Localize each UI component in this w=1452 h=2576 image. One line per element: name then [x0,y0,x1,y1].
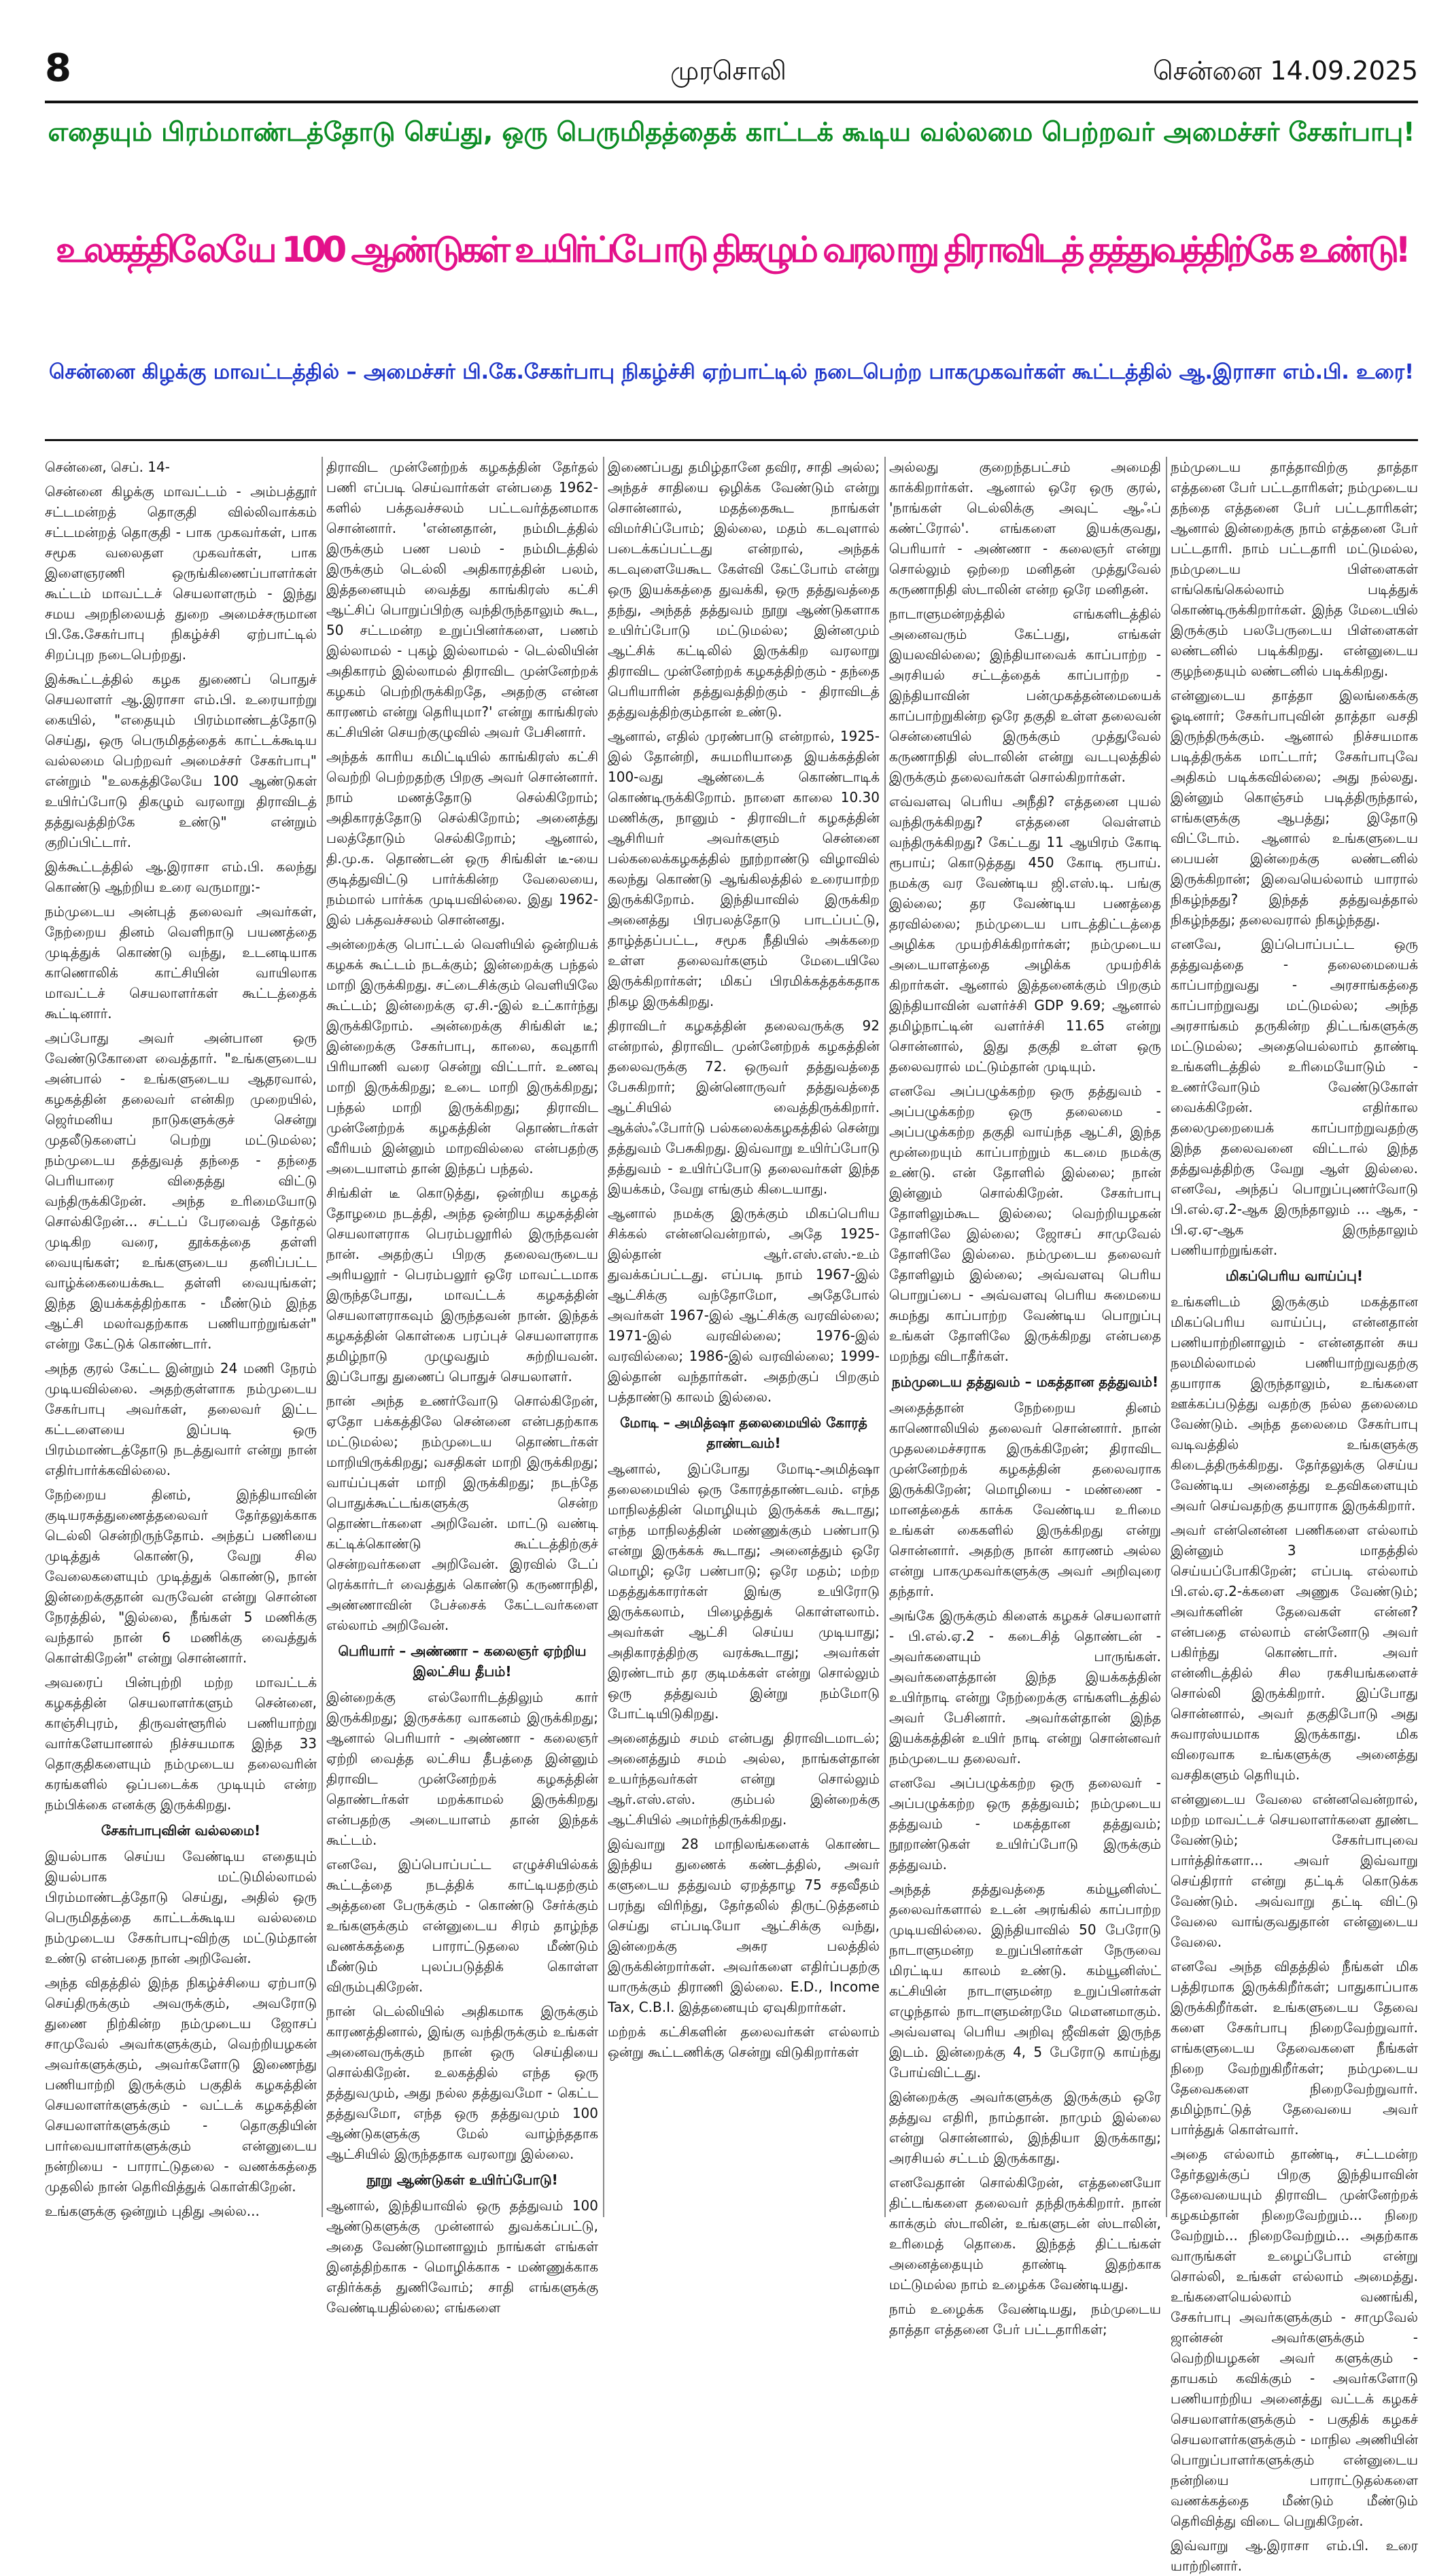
column-4 [889,457,1161,2337]
article-paragraph: எனவேதான் சொல்கிறேன், எத்தனையோ திட்டங்களை தலைவர் தந்திருக்கிறார். நான் காக்கும் ஸ்டாலின், உங்களுடன் ஸ்டாலின், உரிமைத் தொகை. இந்தத் திட்டங்கள் அனைத்தையும் தாண்டி இதற்காக மட்டுமல்ல நாம் உழைக்க வேண்டியது. [889,2174,1161,2293]
column-3 [608,457,880,2217]
subheading: நூறு ஆண்டுகள் உயிர்ப்போடு! [366,2172,558,2188]
article-paragraph: அனைத்தும் சமம் என்பது திராவிடமாடல்; அனைத்தும் சமம் அல்ல, நாங்கள்தான் உயர்ந்தவர்கள் என்று சொல்லும் ஆர்.எஸ்.எஸ். கும்பல் இன்றைக்கு ஆட்சியில் அமர்ந்திருக்கிறது. [608,1730,880,1828]
article-paragraph: இன்றைக்கு எல்லோரிடத்திலும் கார் இருக்கிறது; இருசக்கர வாகனம் இருக்கிறது; ஆனால் பெரியார் - அண்ணா - கலைஞர் ஏற்றி வைத்த லட்சிய தீபத்தை இன்னும் திராவிட முன்னேற்றக் கழகத்தின் தொண்டர்கள் மறக்காமல் இருக்கிறது என்பதற்கு அடையாளம் தான் இந்தக் கூட்டம். [326,1689,598,1848]
subheading: மோடி – அமித்ஷா தலைமையில் கோரத் தாண்டவம்! [620,1414,867,1451]
article-paragraph: அந்தத் தத்துவத்தை கம்யூனிஸ்ட் தலைவர்களால் உடன் அரங்கில் காப்பாற்ற முடியவில்லை. இந்தியாவில் 50 பேரோடு நாடாளுமன்ற உறுப்பினர்கள் நேருவை மிரட்டிய காலம் உண்டு. கம்யூனிஸ்ட் கட்சியின் நாடாளுமன்ற உறுப்பினர்கள் எழுந்தால் நாடாளுமன்றமே மௌனமாகும். அவ்வளவு பெரிய அறிவு ஜீவிகள் இருந்த இடம். இன்றைக்கு 4, 5 பேரோடு காய்ந்து போய்விட்டது. [889,1881,1161,2081]
article-paragraph: இன்றைக்கு அவர்களுக்கு இருக்கும் ஒரே தத்துவ எதிரி, நாம்தான். நாமும் இல்லை என்று சொன்னால், இந்தியா இருக்காது; அரசியல் சட்டம் இருக்காது. [889,2089,1161,2166]
article-paragraph: அந்த விதத்தில் இந்த நிகழ்ச்சியை ஏற்பாடு செய்திருக்கும் அவருக்கும், அவரோடு துணை நிற்கின்ற நம்முடைய ஜோசப் சாமுவேல் அவர்களுக்கும், வெற்றியழகன் அவர்களுக்கும், அவர்களோடு இணைந்து பணியாற்றி இருக்கும் பகுதிக் கழகத்தின் செயலாளர்களுக்கும் - வட்டக் கழகத்தின் செயலாளர்களுக்கும் - தொகுதியின் பார்வையாளர்களுக்கும் என்னுடைய நன்றியை - பாராட்டுதலை - வணக்கத்தை முதலில் நான் தெரிவித்துக் கொள்கிறேன். [45,1974,317,2195]
article-paragraph: திராவிட முன்னேற்றக் கழகத்தின் தேர்தல் பணி எப்படி செய்வார்கள் என்பதை 1962-களில் பக்தவச்சலம் பட்டவர்த்தனமாக சொன்னார். 'என்னதான், நம்மிடத்தில் இருக்கும் பண பலம் - நம்மிடத்தில் இருக்கும் டெல்லி அதிகாரத்தின் பலம், இத்தனையும் வைத்து காங்கிரஸ் கட்சி ஆட்சிப் பொறுப்பிற்கு வந்திருந்தாலும் கூட, 50 சட்டமன்ற உறுப்பினர்களை, பணம் இல்லாமல் - புகழ் இல்லாமல் - டெல்லியின் அதிகாரம் இல்லாமல் திராவிட முன்னேற்றக் கழகம் பெற்றிருக்கிறதே, அதற்கு என்ன காரணம் என்று தெரியுமா?' என்று காங்கிரஸ் கட்சியின் செயற்குழுவில் அவர் பேசினார். [326,459,598,740]
article-paragraph: இயல்பாக செய்ய வேண்டிய எதையும் இயல்பாக மட்டுமில்லாமல் பிரம்மாண்டத்தோடு செய்து, அதில் ஒரு பெருமிதத்தை காட்டக்கூடிய வல்லமை நம்முடைய சேகர்பாபு-விற்கு மட்டும்தான் உண்டு என்பதை நான் அறிவேன். [45,1848,317,1966]
article-paragraph: ஆனால் நமக்கு இருக்கும் மிகப்பெரிய சிக்கல் என்னவென்றால், அதே 1925-இல்தான் ஆர்.எஸ்.எஸ்.-உம் துவக்கப்பட்டது. எப்படி நாம் 1967-இல் ஆட்சிக்கு வந்தோமோ, அதேபோல் அவர்கள் 1967-இல் ஆட்சிக்கு வரவில்லை; 1971-இல் வரவில்லை; 1976-இல் வரவில்லை; 1986-இல் வரவில்லை; 1999-இல்தான் வந்தார்கள். அதற்குப் பிறகும் பத்தாண்டு காலம் இல்லை. [608,1205,880,1405]
article-paragraph: எனவே அந்த விதத்தில் நீங்கள் மிக பத்திரமாக இருக்கிறீர்கள்; பாதுகாப்பாக இருக்கிறீர்கள். உங்களுடைய தேவை களை சேகர்பாபு நிறைவேற்றுவார். எங்களுடைய தேவைகளை நீங்கள் நிறை வேற்றுகிறீர்கள்; நம்முடைய தேவைகளை நிறைவேற்றுவார். தமிழ்நாட்டுத் தேவையை அவர் பார்த்துக் கொள்வார். [1171,1958,1418,2138]
article-paragraph: இணைப்பது தமிழ்தானே தவிர, சாதி அல்ல; அந்தச் சாதியை ஒழிக்க வேண்டும் என்று சொன்னால், மதத்தைகூட நாங்கள் விமர்சிப்போம்; இல்லை, மதம் கடவுளால் படைக்கப்பட்டது என்றால், அந்தக் கடவுளையேகூட கேள்வி கேட்போம் என்று ஒரு இயக்கத்தை துவக்கி, ஒரு தத்துவத்தை தந்து, அந்தத் தத்துவம் நூறு ஆண்டுகளாக உயிர்ப்போடு மட்டுமல்ல; இன்னமும் ஆட்சிக் கட்டிலில் இருக்கிற வரலாறு திராவிட முன்னேற்றக் கழகத்திற்கும் - தந்தை பெரியாரின் தத்துவத்திற்கும் - திராவிடத் தத்துவத்திற்கும்தான் உண்டு. [608,459,880,720]
article-paragraph: நம்முடைய அன்புத் தலைவர் அவர்கள், நேற்றைய தினம் வெளிநாடு பயணத்தை முடித்துக் கொண்டு வந்து, உடனடியாக காணொலிக் காட்சியின் வாயிலாக மாவட்டச் செயலாளர்கள் கூட்டத்தைக் கூட்டினார். [45,903,317,1022]
article-paragraph: அந்தக் காரிய கமிட்டியில் காங்கிரஸ் கட்சி வெற்றி பெற்றதற்கு பிறகு அவர் சொன்னார். நாம் மணத்தோடு செல்கிறோம்; அதிகாரத்தோடு செல்கிறோம்; அனைத்து பலத்தோடும் செல்கிறோம்; ஆனால், தி.மு.க. தொண்டன் ஒரு சிங்கிள் டீ-யை குடித்துவிட்டு பார்க்கின்ற வேலையை, நம்மால் பார்க்க முடியவில்லை. இது 1962-இல் பக்தவச்சலம் சொன்னது. [326,748,598,928]
column-divider [322,457,323,2217]
article-paragraph: எவ்வளவு பெரிய அநீதி? எத்தனை புயல் வந்திருக்கிறது? எத்தனை வெள்ளம் வந்திருக்கிறது? கேட்டது 11 ஆயிரம் கோடி ரூபாய்; கொடுத்தது 450 கோடி ரூபாய். நமக்கு வர வேண்டிய ஜி.எஸ்.டி. பங்கு இல்லை; தர வேண்டிய பணத்தை தரவில்லை; நம்முடைய பாடத்திட்டத்தை அழிக்க முயற்சிக்கிறார்கள்; நம்முடைய அடையாளத்தை அழிக்க முயற்சிக் கிறார்கள். ஆனால் இத்தனைக்கும் பிறகும் இந்தியாவின் வளர்ச்சி GDP 9.69; ஆனால் தமிழ்நாட்டின் வளர்ச்சி 11.65 என்று சொன்னால், இது தகுதி உள்ள ஒரு தலைவரால் மட்டும்தான் முடியும். [889,793,1161,1075]
article-paragraph: அவரைப் பின்புற்றி மற்ற மாவட்டக் கழகத்தின் செயலாளர்களும் சென்னை, காஞ்சிபுரம், திருவள்ளூரில் பணியாற்று வார்களேயானால் நிச்சயமாக இந்த 33 தொகுதிகளையும் நம்முடைய தலைவரின் கரங்களில் ஒப்படைக்க முடியும் என்ற நம்பிக்கை எனக்கு இருக்கிறது. [45,1674,317,1813]
article-paragraph: நேற்றைய தினம், இந்தியாவின் குடியரசுத்துணைத்தலைவர் தேர்தலுக்காக டெல்லி சென்றிருந்தோம். அந்தப் பணியை முடித்துக் கொண்டு, வேறு சில வேலைகளையும் முடித்துக் கொண்டு, நான் இன்றைக்குதான் வருவேன் என்று சொன்ன நேரத்தில், "இல்லை, நீங்கள் 5 மணிக்கு வந்தால் நான் 6 மணிக்கு வைத்துக் கொள்கிறேன்" என்று சொன்னார். [45,1486,317,1666]
subheading: நம்முடைய தத்துவம் – மகத்தான தத்துவம்! [891,1374,1159,1390]
column-5 [1171,457,1418,2574]
column-divider [884,457,886,2217]
headline: உலகத்திலேயே 100 ஆண்டுகள் உயிர்ப்போடு திகழும் வரலாறு திராவிடத் தத்துவத்திற்கே உண்டு! [55,230,1408,271]
column-2 [326,457,598,2316]
article-paragraph: அங்கே இருக்கும் கிளைக் கழகச் செயலாளர் - பி.எல்.ஏ.2 - கடைசித் தொண்டன் - அவர்களையும் பாருங்கள். அவர்களைத்தான் இந்த இயக்கத்தின் உயிர்நாடி என்று நேற்றைக்கு எங்களிடத்தில் அவர் பேசினார். அவர்கள்தான் இந்த இயக்கத்தின் உயிர் நாடி என்று சொன்னவர் நம்முடைய தலைவர். [889,1607,1161,1766]
article-paragraph: உங்களுக்கு ஒன்றும் புதிது அல்ல... [45,2203,260,2219]
article-paragraph: அதைத்தான் நேற்றைய தினம் காணொலியில் தலைவர் சொன்னார். நான் முதலமைச்சராக இருக்கிறேன்; திராவிட முன்னேற்றக் கழகத்தின் தலைவராக இருக்கிறேன்; மொழியை - மண்ணை - மானத்தைக் காக்க வேண்டிய உரிமை உங்கள் கைகளில் இருக்கிறது என்று சொன்னார். அதற்கு நான் காரணம் அல்ல என்று பாகமுகவர்களுக்கு அவர் அறிவுரை தந்தார். [889,1399,1161,1599]
article-paragraph: எனவே அப்பழுக்கற்ற ஒரு தத்துவம் - அப்பழுக்கற்ற ஒரு தலைமை - அப்பழுக்கற்ற தகுதி வாய்ந்த ஆட்சி, இந்த மூன்றையும் காப்பாற்றும் கடமை நமக்கு உண்டு. என் தோளில் இல்லை; நான் இன்னும் சொல்கிறேன். சேகர்பாபு தோளிலும்கூட இல்லை; வெற்றியழகன் தோளிலே இல்லை; ஜோசப் சாமுவேல் தோளிலே இல்லை. நம்முடைய தலைவர் தோளிலும் இல்லை; அவ்வளவு பெரிய பொறுப்பை - அவ்வளவு பெரிய சுமையை சுமந்து காப்பாற்ற வேண்டிய பொறுப்பு உங்கள் தோளிலே இருக்கிறது என்பதை மறந்து விடாதீர்கள். [889,1083,1161,1364]
article-paragraph: இக்கூட்டத்தில் கழக துணைப் பொதுச் செயலாளர் ஆ.இராசா எம்.பி. உரையாற்று கையில், "எதையும் பிரம்மாண்டத்தோடு செய்து, ஒரு பெருமிதத்தைக் காட்டக்கூடிய வல்லமை பெற்றவர் அமைச்சர் சேகர்பாபு" என்றும் "உலகத்திலேயே 100 ஆண்டுகள் உயிர்ப்போடு திகழும் வரலாறு திராவிடத் தத்துவத்திற்கே உண்டு" என்றும் குறிப்பிட்டார். [45,671,317,850]
article-paragraph: நான் அந்த உணர்வோடு சொல்கிறேன், ஏதோ பக்கத்திலே சென்னை என்பதற்காக மட்டுமல்ல; நம்முடைய தொண்டர்கள் மாறியிருக்கிறது; வசதிகள் மாறி இருக்கிறது; வாய்ப்புகள் மாறி இருக்கிறது; நடந்தே பொதுக்கூட்டங்களுக்கு சென்ற தொண்டர்களை அறிவேன். மாட்டு வண்டி கட்டிக்கொண்டு கூட்டத்திற்குச் சென்றவர்களை அறிவேன். இரவில் டேப் ரெக்கார்டர் வைத்துக் கொண்டு கருணாநிதி, அண்ணாவின் பேச்சைக் கேட்டவர்களை எல்லாம் அறிவேன். [326,1393,598,1633]
column-divider [1166,457,1167,2217]
article-paragraph: அவர் என்னென்ன பணிகளை எல்லாம் இன்னும் 3 மாதத்தில் செய்யப்போகிறேன்; எப்படி எல்லாம் பி.எல்.ஏ.2-க்களை அணுக வேண்டும்; அவர்களின் தேவைகள் என்ன? என்பதை எல்லாம் என்னோடு அவர் பகிர்ந்து கொண்டார். அவர் என்னிடத்தில் சில ரகசியங்களைச் சொல்லி இருக்கிறார். இப்போது சொன்னால், அவர் தகுதிபோடு அது சுவாரஸ்யமாக இருக்காது. மிக விரைவாக உங்களுக்கு அனைத்து வசதிகளும் தெரியும். [1171,1522,1418,1783]
deck: சென்னை கிழக்கு மாவட்டத்தில் – அமைச்சர் பி.கே.சேகர்பாபு நிகழ்ச்சி ஏற்பாட்டில் நடைபெற்ற பாகமுகவர்கள் கூட்டத்தில் ஆ.இராசா எம்.பி. உரை! [49,360,1414,384]
article-paragraph: அன்றைக்கு பொட்டல் வெளியில் ஒன்றியக் கழகக் கூட்டம் நடக்கும்; இன்றைக்கு பந்தல் மாறி இருக்கிறது. சட்டைசிக்கும் வெளியிலே கூட்டம்; இன்றைக்கு ஏ.சி.-இல் உட்கார்ந்து இருக்கிறோம். அன்றைக்கு சிங்கிள் டீ; இன்றைக்கு சேகர்பாபு, காலை, கவுதாரி பிரியாணி வரை சென்று விட்டார். உணவு மாறி இருக்கிறது; உடை மாறி இருக்கிறது; பந்தல் மாறி இருக்கிறது; திராவிட முன்னேற்றக் கழகத்தின் தொண்டர்கள் வீரியம் இன்னும் மாறவில்லை என்பதற்கு அடையாளம் தான் இந்தப் பந்தல். [326,936,598,1177]
dateline: சென்னை 14.09.2025 [1153,56,1418,86]
column-divider [603,457,604,2217]
article-paragraph: இவ்வாறு 28 மாநிலங்களைக் கொண்ட இந்திய துணைக் கண்டத்தில், அவர் களுடைய தத்துவம் ஏறத்தாழ 75 சதவீதம் பரந்து விரிந்து, தேர்தலில் திருட்டுத்தனம் செய்து எப்படியோ ஆட்சிக்கு வந்து, இன்றைக்கு அசுர பலத்தில் இருக்கின்றார்கள். அவர்களை எதிர்ப்பதற்கு யாருக்கும் திராணி இல்லை. E.D., Income Tax, C.B.I. இத்தனையும் ஏவுகிறார்கள். [608,1836,880,2015]
article-paragraph: ஆனால், இப்போது மோடி-அமித்ஷா தலைமையில் ஒரு கோரத்தாண்டவம். எந்த மாநிலத்தின் மொழியும் இருக்கக் கூடாது; எந்த மாநிலத்தின் மண்ணுக்கும் பண்பாடு என்று இருக்கக் கூடாது; அனைத்தும் ஒரே மொழி; ஒரே பண்பாடு; ஒரே மதம்; மற்ற மதத்துக்காரர்கள் இங்கு உயிரோடு இருக்கலாம், பிழைத்துக் கொள்ளலாம். அவர்கள் ஆட்சி செய்ய முடியாது; அதிகாரத்திற்கு வரக்கூடாது; அவர்கள் இரண்டாம் தர குடிமக்கள் என்று சொல்லும் ஒரு தத்துவம் இன்று நம்மோடு போட்டியிடுகிறது. [608,1461,880,1722]
subheading: சேகர்பாபுவின் வல்லமை! [101,1822,261,1839]
article-paragraph: நான் டெல்லியில் அதிகமாக இருக்கும் காரணத்தினால், இங்கு வந்திருக்கும் உங்கள் அனைவருக்கும் நான் ஒரு செய்தியை சொல்கிறேன். உலகத்தில் எந்த ஒரு தத்துவமும், அது நல்ல தத்துவமோ - கெட்ட தத்துவமோ, எந்த ஒரு தத்துவமும் 100 ஆண்டுகளுக்கு மேல் வாழ்ந்ததாக ஆட்சியில் இருந்ததாக வரலாறு இல்லை. [326,2003,598,2162]
article-paragraph: அந்த குரல் கேட்ட இன்றும் 24 மணி நேரம் முடியவில்லை. அதற்குள்ளாக நம்முடைய சேகர்பாபு அவர்கள், தலைவர் இட்ட கட்டளையை இப்படி ஒரு பிரம்மாண்டத்தோடு நடத்துவார் என்று நான் எதிர்பார்க்கவில்லை. [45,1360,317,1478]
subheading: மிகப்பெரிய வாய்ப்பு! [1226,1268,1363,1284]
article-paragraph: எனவே அப்பழுக்கற்ற ஒரு தலைவர் - அப்பழுக்கற்ற ஒரு தத்துவம்; நம்முடைய தத்துவம் - மகத்தான தத்துவம்; நூறாண்டுகள் உயிர்ப்போடு இருக்கும் தத்துவம். [889,1775,1161,1873]
article-paragraph: ஆனால், இந்தியாவில் ஒரு தத்துவம் 100 ஆண்டுகளுக்கு முன்னால் துவக்கப்பட்டு, அதை வேண்டுமானாலும் நாங்கள் எங்கள் இனத்திற்காக - மொழிக்காக - மண்ணுக்காக எதிர்க்கத் துணிவோம்; சாதி எங்களுக்கு வேண்டியதில்லை; எங்களை [326,2197,598,2316]
article-paragraph: எனவே, இப்பொப்பட்ட ஒரு தத்துவத்தை - தலைமையைக் காப்பாற்றுவது - அரசாங்கத்தை காப்பாற்றுவது மட்டுமல்ல; அந்த அரசாங்கம் தருகின்ற திட்டங்களுக்கு மட்டுமல்ல; அதையெல்லாம் தாண்டி உங்களிடத்தில் உரிமையோடும் - உணர்வோடும் வேண்டுகோள் வைக்கிறேன். எதிர்கால தலைமுறையைக் காப்பாற்றுவதற்கு இந்த தலைவனை விட்டால் இந்த தத்துவத்திற்கு வேறு ஆள் இல்லை. எனவே, அந்தப் பொறுப்புணர்வோடு பி.எல்.ஏ.2-ஆக இருந்தாலும் ... ஆக, - பி.ஏ.ஏ-ஆக இருந்தாலும் பணியாற்றுங்கள். [1171,936,1418,1258]
article-paragraph: திராவிடர் கழகத்தின் தலைவருக்கு 92 என்றால், திராவிட முன்னேற்றக் கழகத்தின் தலைவருக்கு 72. ஒருவர் தத்துவத்தை பேசுகிறார்; இன்னொருவர் தத்துவத்தை ஆட்சியில் வைத்திருக்கிறார். ஆக்ஸ்ஃபோர்டு பல்கலைக்கழகத்தில் சென்று தத்துவம் பேசுகிறது. இவ்வாறு உயிர்ப்போடு தத்துவம் - உயிர்ப்போடு தலைவர்கள் இந்த இயக்கம், வேறு எங்கும் கிடையாது. [608,1017,880,1197]
article-paragraph: நாம் உழைக்க வேண்டியது, நம்முடைய தாத்தா எத்தனை பேர் பட்டதாரிகள்; [889,2301,1161,2337]
article-paragraph: இக்கூட்டத்தில் ஆ.இராசா எம்.பி. கலந்து கொண்டு ஆற்றிய உரை வருமாறு:- [45,858,317,895]
article-paragraph: இவ்வாறு ஆ.இராசா எம்.பி. உரை யாற்றினார். [1171,2537,1418,2574]
kicker: எதையும் பிரம்மாண்டத்தோடு செய்து, ஒரு பெருமிதத்தைக் காட்டக் கூடிய வல்லமை பெற்றவர் அமைச்சர் சேகர்பாபு! [48,117,1415,147]
article-paragraph: அல்லது குறைந்தபட்சம் அமைதி காக்கிறார்கள். ஆனால் ஒரே ஒரு குரல், 'நாங்கள் டெல்லிக்கு அவுட் ஆஃப் கண்ட்ரோல்'. எங்களை இயக்குவது, பெரியார் - அண்ணா - கலைஞர் என்று சொல்லும் ஒற்றை மனிதன் முத்துவேல் கருணாநிதி ஸ்டாலின் என்ற ஒரே மனிதன். [889,459,1161,597]
subheading: பெரியார் – அண்ணா – கலைஞர் ஏற்றிய இலட்சிய தீபம்! [338,1643,587,1679]
article-paragraph: என்னுடைய வேலை என்னவென்றால், மற்ற மாவட்டச் செயலாளர்களை தூண்ட வேண்டும்; சேகர்பாபுவை பார்த்திர்களா... அவர் இவ்வாறு செய்திரார் என்று தட்டிக் கொடுக்க வேண்டும். அவ்வாறு தட்டி விட்டு வேலை வாங்குவதுதான் என்னுடைய வேலை. [1171,1791,1418,1950]
article-paragraph: ஆனால், எதில் முரண்பாடு என்றால், 1925-இல் தோன்றி, சுயமரியாதை இயக்கத்தின் 100-வது ஆண்டைக் கொண்டாடிக் கொண்டிருக்கிறோம். நாளை காலை 10.30 மணிக்கு, நானும் - திராவிடர் கழகத்தின் ஆசிரியர் அவர்களும் சென்னை பல்கலைக்கழகத்தில் நூற்றாண்டு விழாவில் கலந்து கொண்டு ஆங்கிலத்தில் உரையாற்ற இருக்கிறோம். இந்தியாவில் இருக்கிற அனைத்து பிரபலத்தோடு பாடப்பட்டு, தாழ்த்தப்பட்ட, சமூக நீதியில் அக்கறை உள்ள தலைவர்களும் மேடையிலே இருக்கிறார்கள்; மிகப் பிரமிக்கத்தக்கதாக நிகழ இருக்கிறது. [608,728,880,1009]
article-paragraph: சென்னை கிழக்கு மாவட்டம் - அம்பத்தூர் சட்டமன்றத் தொகுதி வில்லிவாக்கம் சட்டமன்றத் தொகுதி - பாக முகவர்கள், பாக சமூக வலைதள முகவர்கள், பாக இளைஞரணி ஒருங்கிணைப்பாளர்கள் கூட்டம் மாவட்டச் செயலாளரும் - இந்து சமய அறநிலையத் துறை அமைச்சருமான பி.கே.சேகர்பாபு நிகழ்ச்சி ஏற்பாட்டில் சிறப்புற நடைபெற்றது. [45,483,317,663]
article-paragraph: நாடாளுமன்றத்தில் எங்களிடத்தில் அனைவரும் கேட்பது, எங்கள் இயலவில்லை; இந்தியாவைக் காப்பாற்ற - அரசியல் சட்டத்தைக் காப்பாற்ற - இந்தியாவின் பன்முகத்தன்மையைக் காப்பாற்றுகின்ற ஒரே தகுதி உள்ள தலைவன் சென்னையில் இருக்கும் முத்துவேல் கருணாநிதி ஸ்டாலின் என்று வடபுலத்தில் இருக்கும் தலைவர்கள் சொல்கிறார்கள். [889,606,1161,785]
article-paragraph: சிங்கிள் டீ கொடுத்து, ஒன்றிய கழகத் தோழமை நடத்தி, அந்த ஒன்றிய கழகத்தின் செயலாளராக பெரம்பலூரில் இருந்தவன் நான். அதற்குப் பிறகு தலைவருடைய அரியலூர் - பெரம்பலூர் ஒரே மாவட்டமாக இருந்தபோது, மாவட்டக் கழகத்தின் செயலாளராகவும் இருந்தவன் நான். இந்தக் கழகத்தின் கொள்கை பரப்புச் செயலாளராக தமிழ்நாடு முழுவதும் சுற்றியவன். இப்போது துணைப் பொதுச் செயலாளர். [326,1185,598,1385]
folio [45,42,1418,103]
page-number: 8 [45,46,71,90]
article-paragraph: எனவே, இப்பொப்பட்ட எழுச்சியில்கக் கூட்டத்தை நடத்திக் காட்டியதற்கும் அத்தனை பேருக்கும் - கொண்டு சேர்க்கும் உங்களுக்கும் என்னுடைய சிரம் தாழ்ந்த வணக்கத்தை பாராட்டுதலை மீண்டும் மீண்டும் புலப்படுத்திக் கொள்ள விரும்புகிறேன். [326,1856,598,1995]
article-paragraph: உங்களிடம் இருக்கும் மகத்தான மிகப்பெரிய வாய்ப்பு, என்னதான் பணியாற்றினாலும் - என்னதான் சுய நலமில்லாமல் பணியாற்றுவதற்கு தயாராக இருந்தாலும், உங்களை ஊக்கப்படுத்து வதற்கு நல்ல தலைமை வேண்டும். அந்த தலைமை சேகர்பாபு வடிவத்தில் உங்களுக்கு கிடைத்திருக்கிறது. தேர்தலுக்கு செய்ய வேண்டிய அனைத்து உதவிகளையும் அவர் செய்வதற்கு தயாராக இருக்கிறார். [1171,1293,1418,1514]
article-paragraph: அதை எல்லாம் தாண்டி, சட்டமன்ற தேர்தலுக்குப் பிறகு இந்தியாவின் தேவையையும் திராவிட முன்னேற்றக் கழகம்தான் நிறைவேற்றும்... நிறை வேற்றும்... நிறைவேற்றும்... அதற்காக வாருங்கள் உழைப்போம் என்று சொல்லி, உங்கள் எல்லாம் அமைத்து. உங்களையெல்லாம் வணங்கி, சேகர்பாபு அவர்களுக்கும் - சாமுவேல் ஜான்சன் அவர்களுக்கும் - வெற்றியழகன் அவர் களுக்கும் - தாயகம் கவிக்கும் - அவர்களோடு பணியாற்றிய அனைத்து வட்டக் கழகச் செயலாளர்களுக்கும் - பகுதிக் கழகச் செயலாளர்களுக்கும் - மாநில அணியின் பொறுப்பாளர்களுக்கும் என்னுடைய நன்றியை பாராட்டுதல்களை வணக்கத்தை மீண்டும் மீண்டும் தெரிவித்து விடை பெறுகிறேன். [1171,2146,1418,2529]
article-paragraph: அப்போது அவர் அன்பான ஒரு வேண்டுகோளை வைத்தார். "உங்களுடைய அன்பால் - உங்களுடைய ஆதரவால், கழகத்தின் தலைவர் என்கிற முறையில், ஜெர்மனிய நாடுகளுக்குச் சென்று முதலீடுகளைப் பெற்று மட்டுமல்ல; நம்முடைய தத்துவத் தந்தை - தந்தை பெரியாரை விதைத்து விட்டு வந்திருக்கிறேன். அந்த உரிமையோடு சொல்கிறேன்... சட்டப் பேரவைத் தேர்தல் முடிகிற வரை, தூக்கத்தை தள்ளி வையுங்கள்; உங்களுடைய தனிப்பட்ட வாழ்க்கையைக்கூட தள்ளி வையுங்கள்; இந்த இயக்கத்திற்காக - மீண்டும் இந்த ஆட்சி மலர்வதற்காக பணியாற்றுங்கள்" என்று கேட்டுக் கொண்டார். [45,1030,317,1352]
article-paragraph: மற்றக் கட்சிகளின் தலைவர்கள் எல்லாம் ஒன்று கூட்டணிக்கு சென்று விடுகிறார்கள் [608,2023,880,2060]
column-1 [45,457,317,2217]
article-paragraph: நம்முடைய தாத்தாவிற்கு தாத்தா எத்தனை பேர் பட்டதாரிகள்; நம்முடைய தந்தை எத்தனை பேர் பட்டதாரிகள்; ஆனால் இன்றைக்கு நாம் எத்தனை பேர் பட்டதாரி. நாம் பட்டதாரி மட்டுமல்ல, நம்முடைய பிள்ளைகள் எங்கெங்கெல்லாம் படித்துக் கொண்டிருக்கிறார்கள். இந்த மேடையில் இருக்கும் பலபேருடைய பிள்ளைகள் லண்டனில் படிக்கிறது. என்னுடைய குழந்தையும் லண்டனில் படிக்கிறது. [1171,459,1418,679]
article-paragraph: என்னுடைய தாத்தா இலங்கைக்கு ஓடினார்; சேகர்பாபுவின் தாத்தா வசதி இருந்திருக்கும். ஆனால் நிச்சயமாக படித்திருக்க மாட்டார்; சேகர்பாபுவே அதிகம் படிக்கவில்லை; அது நல்லது. இன்னும் கொஞ்சம் படித்திருந்தால், எங்களுக்கு ஆபத்து; இதோடு விட்டோம். ஆனால் உங்களுடைய பையன் இன்றைக்கு லண்டனில் இருக்கிறான்; இவையெல்லாம் யாரால் நிகழ்ந்தது? இந்தத் தத்துவத்தால் நிகழ்ந்தது; தலைவரால் நிகழ்ந்தது. [1171,687,1418,928]
article-paragraph: சென்னை, செப். 14- [45,459,170,475]
masthead: முரசொலி [670,56,786,86]
header-rule [45,439,1418,441]
